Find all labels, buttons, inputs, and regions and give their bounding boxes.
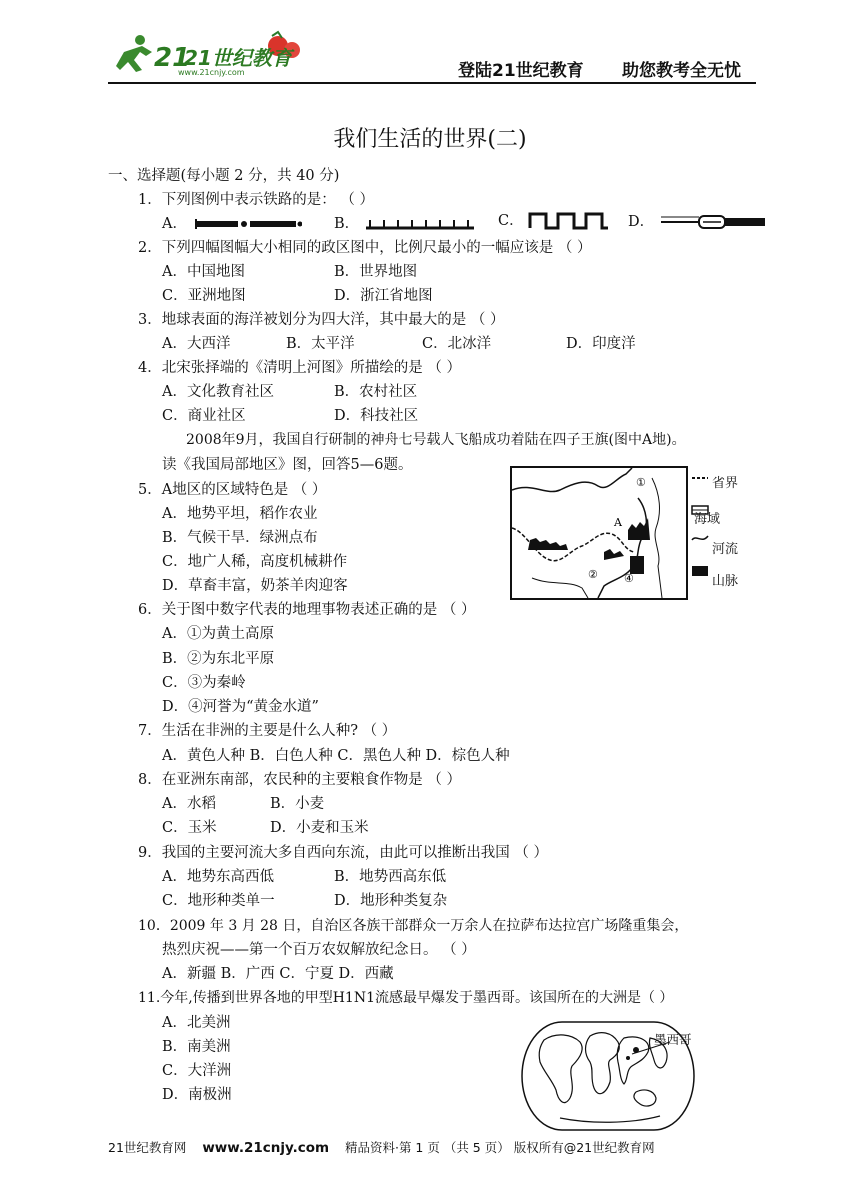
header-divider [108, 82, 756, 84]
map1-legend [690, 472, 750, 596]
passage-line-2: 读《我国局部地区》图，回答5—6题。 [162, 457, 413, 473]
q5-stem: 5．A地区的区域特色是 （ ） [138, 482, 327, 498]
logo-text: 21世纪教育 [184, 46, 292, 70]
q11-option-a[interactable]: A．北美洲 [162, 1015, 231, 1031]
q10-options[interactable]: A．新疆 B．广西 C．宁夏 D．西藏 [162, 966, 394, 982]
q11-stem: 11.今年,传播到世界各地的甲型H1N1流感最早爆发于墨西哥。该国所在的大洲是（ ） [138, 990, 674, 1006]
q8-option-a[interactable]: A．水稻 [162, 796, 216, 812]
q11-option-d[interactable]: D．南极洲 [162, 1087, 232, 1103]
header-slogan-right: 助您教考全无忧 [622, 61, 741, 81]
q5-option-a[interactable]: A．地势平坦，稻作农业 [162, 506, 318, 522]
q6-option-b[interactable]: B．②为东北平原 [162, 651, 275, 667]
q3-option-c[interactable]: C．北冰洋 [422, 336, 492, 352]
q4-option-b[interactable]: B．农村社区 [334, 384, 418, 400]
q1-option-d-label: D． [628, 214, 655, 230]
page-title: 我们生活的世界(二) [333, 127, 527, 152]
q9-option-c[interactable]: C．地形种类单一 [162, 893, 275, 909]
q8-option-d[interactable]: D．小麦和玉米 [270, 820, 369, 836]
q5-option-d[interactable]: D．草畜丰富，奶茶羊肉迎客 [162, 578, 348, 594]
legend-railway-icon [192, 217, 302, 231]
q4-option-a[interactable]: A．文化教育社区 [162, 384, 274, 400]
q6-option-d[interactable]: D．④河誉为“黄金水道” [162, 699, 319, 715]
regional-map [510, 466, 688, 600]
logo-url: www.21cnjy.com [178, 68, 245, 77]
legend-mountain: 山脉 [712, 574, 739, 589]
q10-stem-line-1: 10．2009 年 3 月 28 日，自治区各族干部群众一万余人在拉萨布达拉宫广场隆重集会， [138, 918, 689, 934]
q8-stem: 8．在亚洲东南部，农民种的主要粮食作物是 （ ） [138, 772, 461, 788]
q9-option-b[interactable]: B．地势西高东低 [334, 869, 447, 885]
footer-site: 21世纪教育网 [108, 1140, 187, 1155]
regional-map-drawing [512, 468, 686, 598]
q11-option-c[interactable]: C．大洋洲 [162, 1063, 232, 1079]
q2-stem: 2．下列四幅图幅大小相同的政区图中，比例尺最小的一幅应该是 （ ） [138, 240, 592, 256]
q2-option-a[interactable]: A．中国地图 [162, 264, 245, 280]
legend-sea: 海域 [694, 512, 721, 527]
q1-option-d[interactable] [628, 212, 767, 232]
q4-option-c[interactable]: C．商业社区 [162, 408, 246, 424]
header-slogan-left: 登陆21世纪教育 [458, 61, 584, 81]
passage-line-1: 2008年9月，我国自行研制的神舟七号载人飞船成功着陆在四子王旗(图中A地)。 [186, 432, 686, 448]
q8-option-b[interactable]: B．小麦 [270, 796, 325, 812]
q5-option-b[interactable]: B．气候干旱．绿洲点布 [162, 530, 318, 546]
q10-stem-line-2: 热烈庆祝——第一个百万农奴解放纪念日。 （ ） [162, 942, 476, 958]
q4-stem: 4．北宋张择端的《清明上河图》所描绘的是 （ ） [138, 360, 461, 376]
map1-mark-4: ④ [624, 572, 634, 585]
q8-option-c[interactable]: C．玉米 [162, 820, 217, 836]
q1-option-a-label: A． [162, 216, 187, 232]
world-map [520, 1020, 696, 1132]
q3-option-d[interactable]: D．印度洋 [566, 336, 636, 352]
q6-stem: 6．关于图中数字代表的地理事物表述正确的是 （ ） [138, 602, 476, 618]
q5-option-c[interactable]: C．地广人稀，高度机械耕作 [162, 554, 348, 570]
footer-url[interactable]: www.21cnjy.com [202, 1140, 330, 1156]
footer-info: 精品资料·第 1 页 （共 5 页） 版权所有@21世纪教育网 [344, 1140, 655, 1155]
q3-stem: 3．地球表面的海洋被划分为四大洋，其中最大的是 （ ） [138, 312, 505, 328]
q7-stem: 7．生活在非洲的主要是什么人种? （ ） [138, 723, 397, 739]
map1-mark-2: ② [588, 568, 598, 581]
legend-provincial-border: 省界 [712, 476, 739, 491]
legend-river: 河流 [712, 542, 739, 557]
q2-option-b[interactable]: B．世界地图 [334, 264, 418, 280]
map1-label-a: A [614, 516, 622, 529]
q6-option-a[interactable]: A．①为黄土高原 [162, 626, 274, 642]
map2-mexico-label: 墨西哥 [654, 1032, 692, 1047]
legend-road-icon [659, 213, 767, 231]
q9-stem: 9．我国的主要河流大多自西向东流，由此可以推断出我国 （ ） [138, 845, 548, 861]
q1-option-b[interactable] [334, 214, 476, 234]
q9-option-d[interactable]: D．地形种类复杂 [334, 893, 448, 909]
q1-stem: 1．下列图例中表示铁路的是： （ ） [138, 192, 374, 208]
q2-option-c[interactable]: C．亚洲地图 [162, 288, 246, 304]
map1-mark-1: ① [636, 476, 646, 489]
q3-option-a[interactable]: A．大西洋 [162, 336, 231, 352]
q6-option-c[interactable]: C．③为秦岭 [162, 675, 246, 691]
q1-option-c[interactable] [498, 210, 610, 232]
q1-option-a[interactable] [162, 214, 302, 234]
page-footer [108, 1138, 655, 1156]
legend-wall-icon [528, 210, 610, 232]
svg-text:21: 21 [154, 43, 191, 73]
q9-option-a[interactable]: A．地势东高西低 [162, 869, 274, 885]
section-heading: 一、选择题(每小题 2 分，共 40 分) [108, 168, 340, 184]
site-logo[interactable] [112, 30, 312, 82]
q11-option-b[interactable]: B．南美洲 [162, 1039, 231, 1055]
q2-option-d[interactable]: D．浙江省地图 [334, 288, 433, 304]
q7-options[interactable]: A．黄色人种 B．白色人种 C．黑色人种 D．棕色人种 [162, 748, 510, 764]
q4-option-d[interactable]: D．科技社区 [334, 408, 419, 424]
q1-option-b-label: B． [334, 216, 360, 232]
legend-boundary-icon [364, 217, 476, 231]
q1-option-c-label: C． [498, 213, 524, 229]
q3-option-b[interactable]: B．太平洋 [286, 336, 355, 352]
